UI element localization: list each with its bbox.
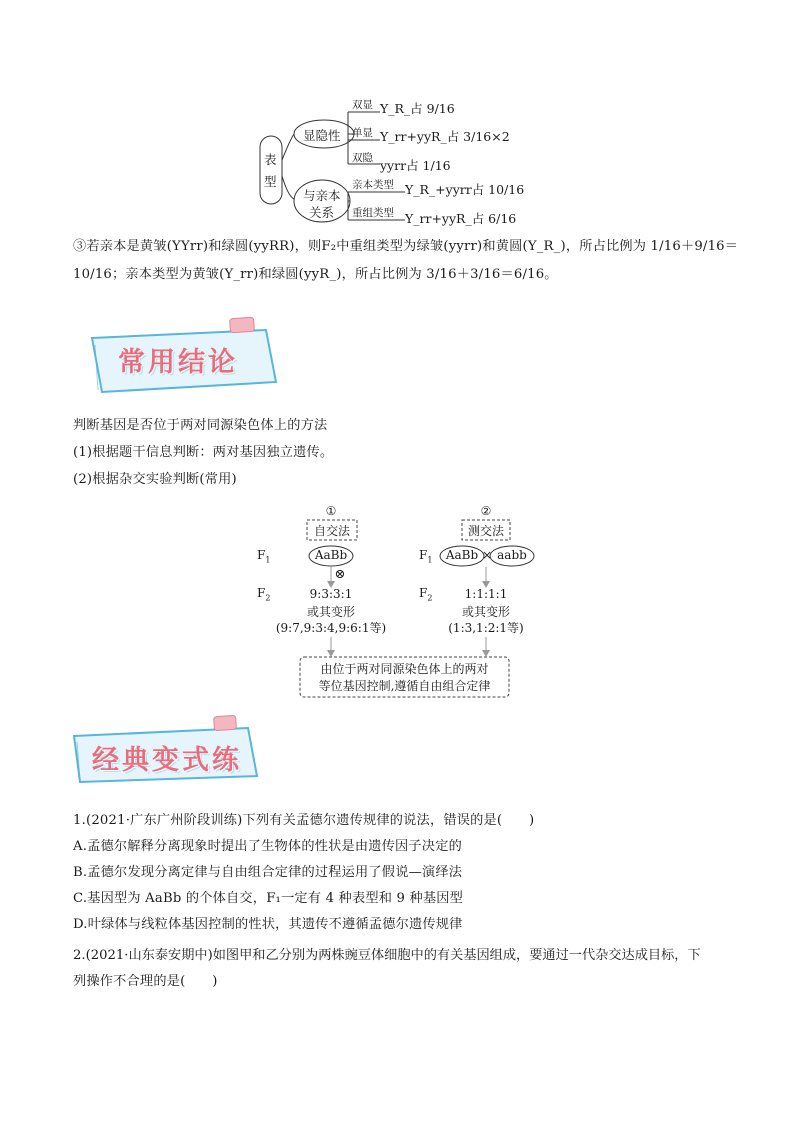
- method-1-variant: 或其变形: [306, 605, 355, 619]
- f1-letter: F: [419, 548, 428, 562]
- tree-branch-parental-line1: 与亲本: [303, 188, 341, 203]
- tree-root-char-2: 型: [264, 174, 277, 189]
- question-option: A.孟德尔解释分离现象时提出了生物体的性状是由遗传因子决定的: [73, 839, 462, 854]
- question-line: 列操作不合理的是( ): [73, 974, 218, 989]
- tree-branch-parental-line2: 关系: [309, 205, 335, 220]
- method-2-examples: (1:3,1:2:1等): [448, 621, 524, 635]
- tree-leaf-label: 重组类型: [352, 207, 394, 219]
- f2-letter: F: [419, 586, 428, 600]
- tree-leaf-label: 双隐: [352, 152, 373, 164]
- tree-branch-dominance: 显隐性: [303, 128, 341, 143]
- f2-subscript: 2: [265, 593, 271, 603]
- method-2-name: 测交法: [467, 524, 504, 538]
- tree-root-char-1: 表: [264, 152, 277, 167]
- note-line-2: 10/16；亲本类型为黄皱(Y_rr)和绿圆(yyR_)，所占比例为 3/16＋3/16＝6/16。: [73, 267, 558, 282]
- section-1-title: 常用结论: [118, 347, 238, 378]
- f1-subscript: 1: [265, 555, 271, 565]
- method-1-genotype: AaBb: [314, 548, 348, 562]
- method-2-number: ②: [480, 504, 492, 518]
- method-2-variant: 或其变形: [461, 605, 510, 619]
- paper-clip-icon: [214, 715, 237, 731]
- section-1-line: 判断基因是否位于两对同源染色体上的方法: [73, 418, 328, 433]
- cross-symbol-icon: ×: [482, 548, 493, 562]
- question-option: B.孟德尔发现分离定律与自由组合定律的过程运用了假说—演绎法: [73, 865, 463, 880]
- section-2-title: 经典变式练: [92, 745, 242, 776]
- tree-leaf-label: 亲本类型: [352, 179, 394, 191]
- method-2-genotype-2: aabb: [497, 548, 527, 562]
- f1-letter: F: [257, 548, 266, 562]
- method-1-number: ①: [325, 504, 337, 518]
- method-1-ratio: 9:3:3:1: [309, 587, 353, 601]
- question-option: D.叶绿体与线粒体基因控制的性状，其遗传不遵循孟德尔遗传规律: [73, 917, 463, 932]
- conclusion-line-1: 由位于两对同源染色体上的两对: [320, 662, 489, 676]
- section-1-line: (1)根据题干信息判断：两对基因独立遗传。: [73, 445, 334, 460]
- question-line: 2.(2021·山东泰安期中)如图甲和乙分别为两株豌豆体细胞中的有关基因组成，要通过一代杂交达成目标，下: [73, 948, 701, 963]
- method-2-ratio: 1:1:1:1: [464, 587, 508, 601]
- tree-leaf-value: Y_R_+yyrr占 10/16: [405, 182, 525, 197]
- note-line-1: ③若亲本是黄皱(YYrr)和绿圆(yyRR)，则F₂中重组类型为绿皱(yyrr)和黄圆(Y_R_)，所占比例为 1/16＋9/16＝: [73, 239, 739, 254]
- method-1-examples: (9:7,9:3:4,9:6:1等): [275, 621, 387, 635]
- f2-letter: F: [257, 586, 266, 600]
- method-2-genotype-1: AaBb: [445, 548, 479, 562]
- selfing-symbol-icon: ⊗: [334, 567, 346, 582]
- tree-leaf-label: 双显: [352, 99, 373, 111]
- section-1-line: (2)根据杂交实验判断(常用): [73, 472, 237, 487]
- tree-leaf-value: Y_rr+yyR_占 6/16: [405, 211, 517, 226]
- tree-leaf-value: Y_R_占 9/16: [380, 101, 455, 116]
- f2-subscript: 2: [427, 593, 433, 603]
- conclusion-line-2: 等位基因控制,遵循自由组合定律: [318, 679, 491, 693]
- tree-leaf-value: yyrr占 1/16: [380, 158, 451, 173]
- question-option: C.基因型为 AaBb 的个体自交，F₁一定有 4 种表型和 9 种基因型: [73, 891, 464, 906]
- tree-leaf-label: 单显: [352, 127, 373, 139]
- method-1-name: 自交法: [313, 524, 350, 538]
- f1-subscript: 1: [427, 555, 433, 565]
- question-line: 1.(2021·广东广州阶段训练)下列有关孟德尔遗传规律的说法，错误的是( ): [73, 813, 535, 828]
- tree-leaf-value: Y_rr+yyR_占 3/16×2: [380, 129, 510, 144]
